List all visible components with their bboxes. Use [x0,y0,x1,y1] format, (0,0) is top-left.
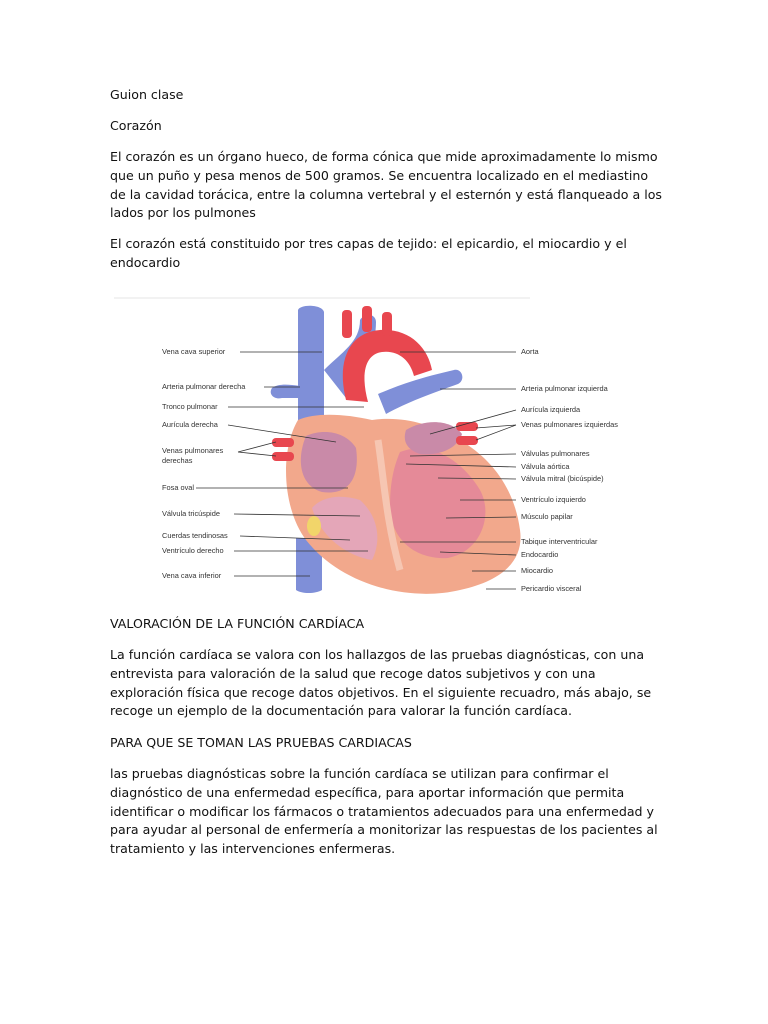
label-arteria-pulmonar-izquierda: Arteria pulmonar izquierda [521,384,608,393]
label-venas-pulmonares-derechas-2: derechas [162,456,193,465]
label-pericardio-visceral: Pericardio visceral [521,584,582,593]
heart-anatomy-figure [110,290,630,602]
label-venas-pulmonares-derechas-1: Venas pulmonares [162,446,224,455]
label-vena-cava-inferior: Vena cava inferior [162,571,222,580]
heart-diagram [110,290,630,602]
label-aorta: Aorta [521,347,539,356]
label-endocardio: Endocardio [521,550,559,559]
label-valvula-aortica: Válvula aórtica [521,462,570,471]
aorta-branch-1 [342,310,352,338]
label-fosa-oval: Fosa oval [162,483,195,492]
label-tabique-interventricular: Tabique interventricular [521,537,598,546]
aorta-branch-2 [362,306,372,332]
label-tronco-pulmonar: Tronco pulmonar [162,402,218,411]
label-auricula-izquierda: Aurícula izquierda [521,405,581,414]
paragraph-corazon-description: El corazón es un órgano hueco, de forma cónica que mide aproximadamente lo mismo que un puño y pesa menos de 500 gramos. Se encuentra localizado en el mediastino de la cavidad torácica, entre la columna vertebral y el esternón y está flanqueado a los lados por los pulmones [110,149,662,221]
section-title-pruebas: PARA QUE SE TOMAN LAS PRUEBAS CARDIACAS [110,735,412,750]
left-pulmonary-artery-shape [378,370,462,414]
fat-patch-shape [307,516,321,536]
doc-heading-guion: Guion clase [110,87,184,102]
label-musculo-papilar: Músculo papilar [521,512,573,521]
label-ventriculo-izquierdo: Ventrículo izquierdo [521,495,586,504]
aorta-branch-3 [382,312,392,336]
label-valvula-tricuspide: Válvula tricúspide [162,509,220,518]
paragraph-capas-tejido: El corazón está constituido por tres capas de tejido: el epicardio, el miocardio y el endocardio [110,236,627,270]
label-cuerdas-tendinosas: Cuerdas tendinosas [162,531,228,540]
vena-cava-superior-shape [298,306,324,430]
label-miocardio: Miocardio [521,566,554,575]
paragraph-pruebas: las pruebas diagnósticas sobre la función cardíaca se utilizan para confirmar el diagnóstico de una enfermedad específica, para aportar información que permita identificar o modificar los fármacos o tratamientos adecuados para una enfermedad y para ayudar al personal de enfermería a monitorizar las respuestas de los pacientes al tratamiento y las intervenciones enfermeras. [110,766,658,857]
doc-heading-corazon: Corazón [110,118,162,133]
label-vena-cava-superior: Vena cava superior [162,347,226,356]
label-arteria-pulmonar-derecha: Arteria pulmonar derecha [162,382,246,391]
label-valvula-mitral: Válvula mitral (bicúspide) [521,474,604,483]
vena-pulmonar-derecha-2 [272,452,294,461]
label-auricula-derecha: Aurícula derecha [162,420,218,429]
vena-pulmonar-izquierda-2 [456,436,478,445]
label-venas-pulmonares-izquierdas: Venas pulmonares izquierdas [521,420,618,429]
label-ventriculo-derecho: Ventrículo derecho [162,546,224,555]
section-title-valoracion: VALORACIÓN DE LA FUNCIÓN CARDÍACA [110,616,365,631]
label-valvulas-pulmonares: Válvulas pulmonares [521,449,590,458]
paragraph-valoracion: La función cardíaca se valora con los hallazgos de las pruebas diagnósticas, con una entrevista para valoración de la salud que recoge datos subjetivos y con una exploración física que recoge datos objetivos. En el siguiente recuadro, más abajo, se recoge un ejemplo de la documentación para valorar la función cardíaca. [110,647,652,719]
